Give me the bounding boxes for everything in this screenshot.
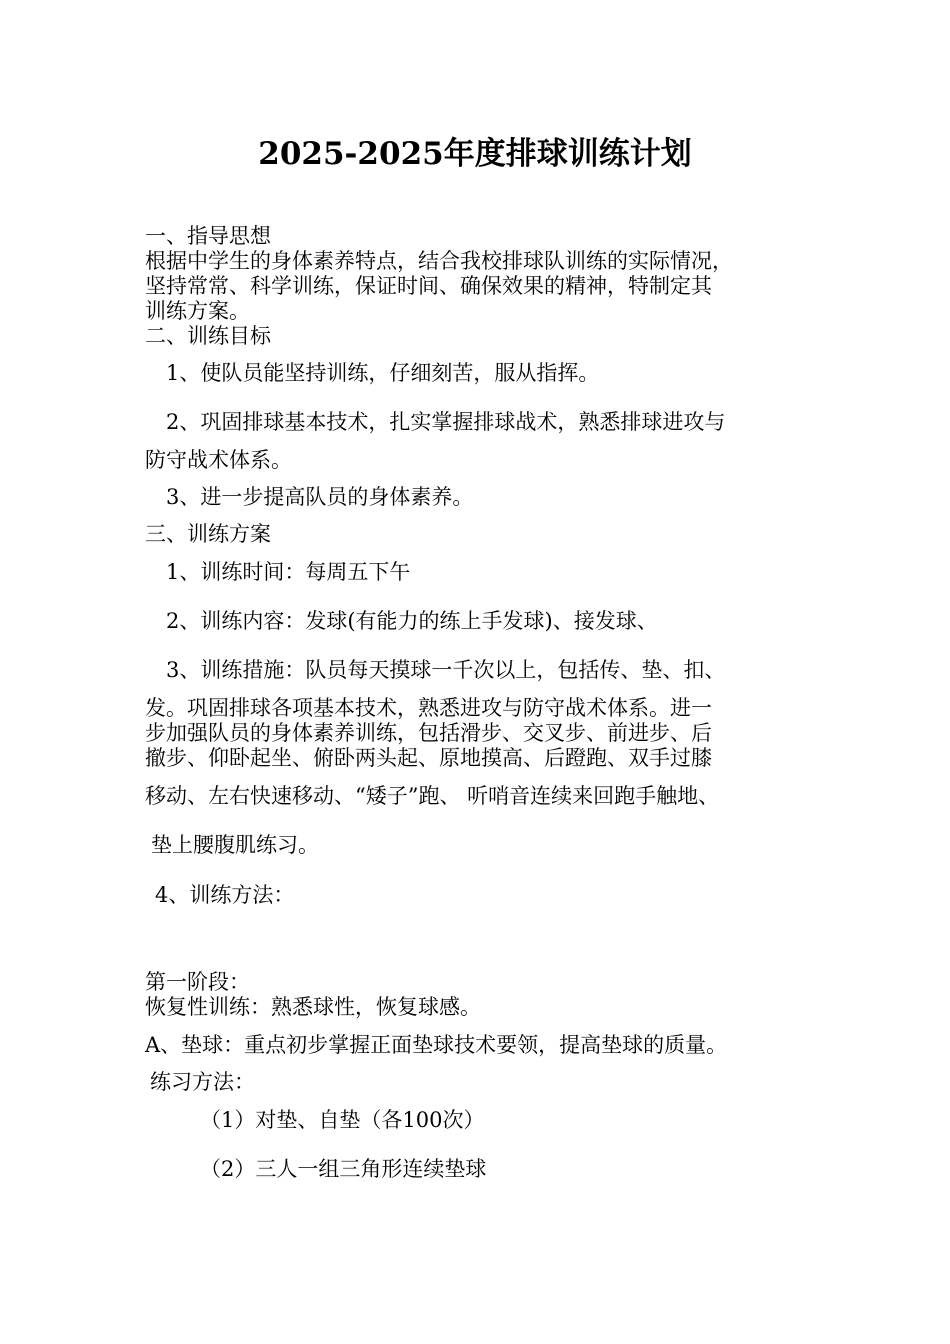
document-title: 2025-2025年度排球训练计划 bbox=[258, 136, 692, 172]
practice-method-label: 练习方法： bbox=[150, 1070, 255, 1094]
stage-heading: 第一阶段： bbox=[145, 970, 250, 994]
plan-item-content: 2、训练内容：发球(有能力的练上手发球)、接发球、 bbox=[166, 609, 658, 633]
goal-item-2: 2、巩固排球基本技术，扎实掌握排球战术，熟悉排球进攻与 bbox=[166, 410, 726, 434]
paragraph-line: 根据中学生的身体素养特点，结合我校排球队训练的实际情况， bbox=[145, 249, 733, 273]
section-heading-training-plan: 三、训练方案 bbox=[145, 522, 271, 546]
practice-method-2: （2）三人一组三角形连续垫球 bbox=[200, 1157, 487, 1181]
plan-item-time: 1、训练时间：每周五下午 bbox=[166, 560, 411, 584]
goal-item-2-continued: 防守战术体系。 bbox=[145, 448, 292, 472]
plan-item-measures: 3、训练措施：队员每天摸球一千次以上，包括传、垫、扣、 bbox=[166, 658, 726, 682]
paragraph-line: 训练方案。 bbox=[145, 299, 250, 323]
practice-method-1: （1）对垫、自垫（各100次） bbox=[200, 1108, 485, 1132]
paragraph-line: 步加强队员的身体素养训练，包括滑步、交叉步、前进步、后 bbox=[145, 721, 712, 745]
plan-item-methods: 4、训练方法： bbox=[155, 883, 295, 907]
paragraph-line: 坚持常常、科学训练，保证时间、确保效果的精神，特制定其 bbox=[145, 274, 712, 298]
paragraph-line: 发。巩固排球各项基本技术，熟悉进攻与防守战术体系。进一 bbox=[145, 696, 712, 720]
drill-item-a: A、垫球：重点初步掌握正面垫球技术要领，提高垫球的质量。 bbox=[145, 1033, 728, 1057]
section-heading-guiding-ideology: 一、指导思想 bbox=[145, 224, 271, 248]
goal-item-1: 1、使队员能坚持训练，仔细刻苦，服从指挥。 bbox=[166, 361, 600, 385]
goal-item-3: 3、进一步提高队员的身体素养。 bbox=[166, 485, 474, 509]
paragraph-line: 垫上腰腹肌练习。 bbox=[151, 833, 319, 857]
section-heading-training-goals: 二、训练目标 bbox=[145, 324, 271, 348]
stage-description: 恢复性训练：熟悉球性，恢复球感。 bbox=[145, 995, 481, 1019]
paragraph-line: 移动、左右快速移动、“矮子”跑、 听哨音连续来回跑手触地、 bbox=[145, 784, 720, 808]
paragraph-line: 撤步、仰卧起坐、俯卧两头起、原地摸高、后蹬跑、双手过膝 bbox=[145, 746, 712, 770]
